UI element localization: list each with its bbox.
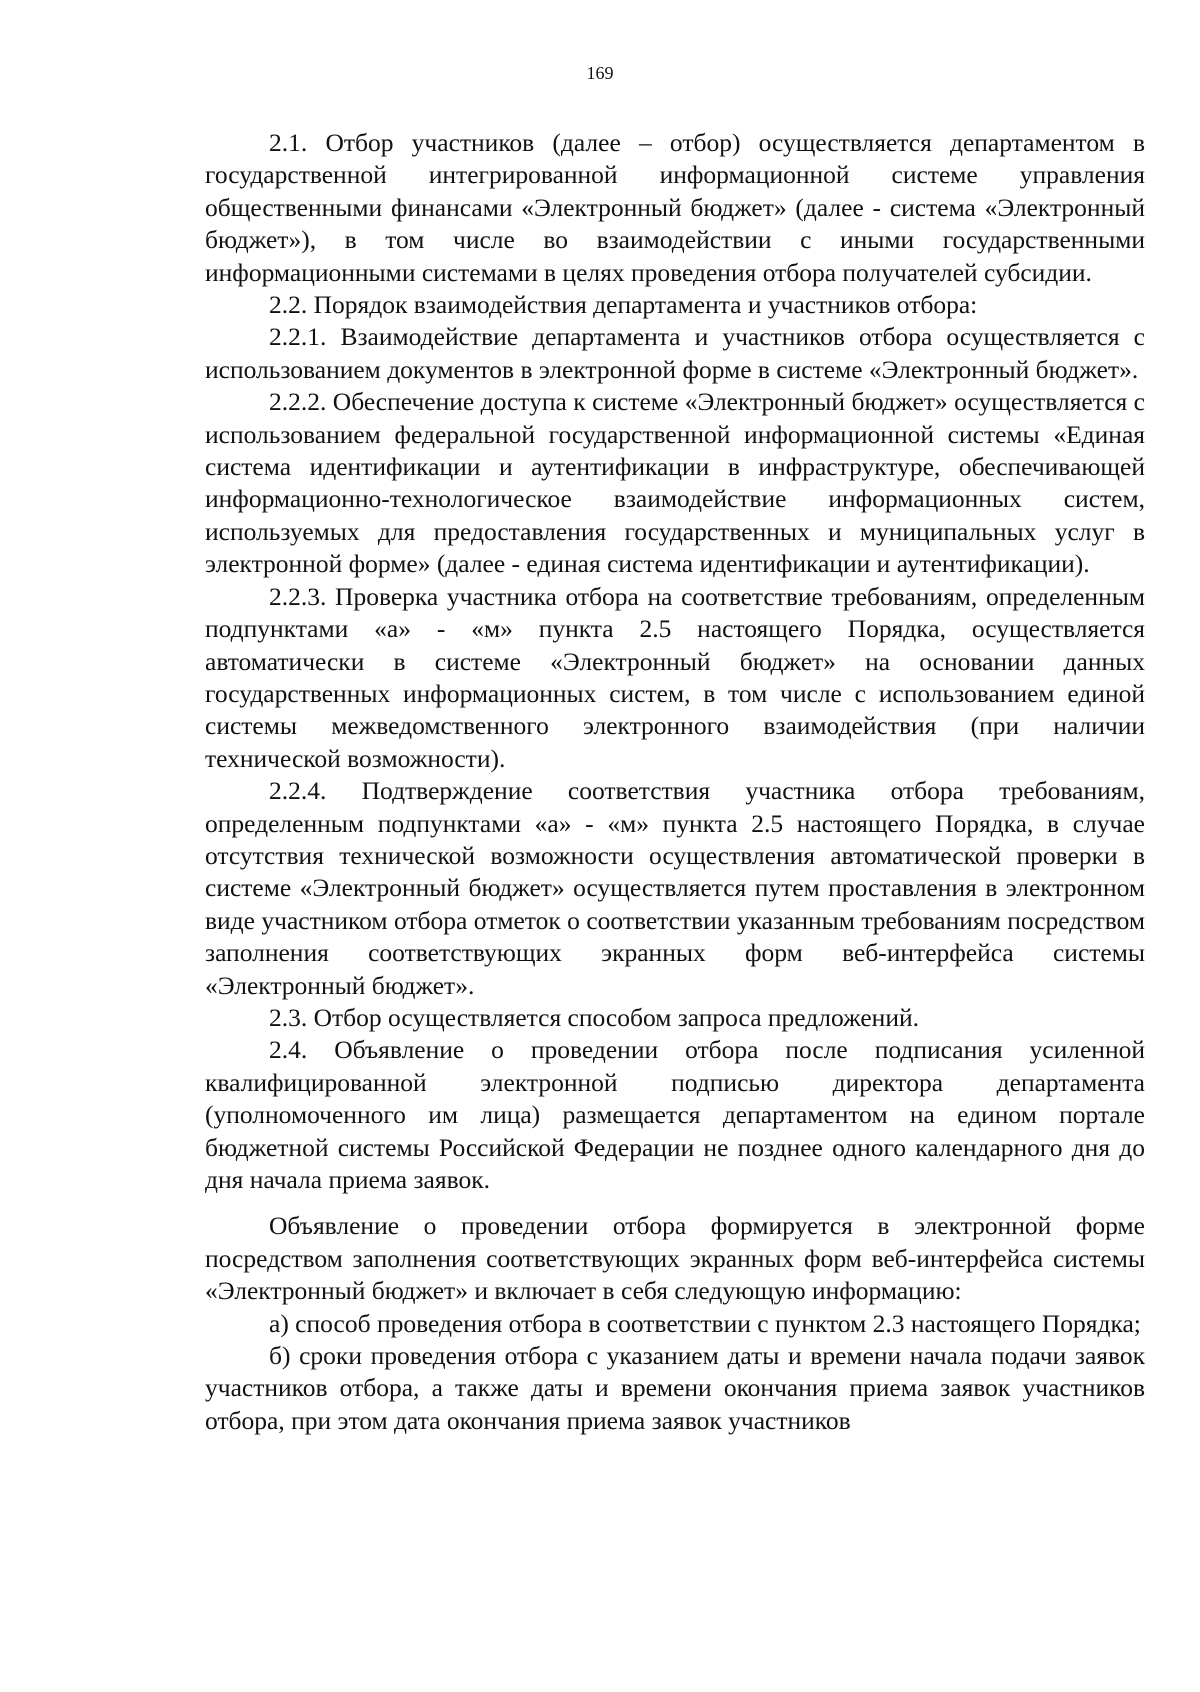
paragraph-2-1: 2.1. Отбор участников (далее – отбор) осуществляется департаментом в государственной интегрированной информационной системе управления общественными финансами «Электронный бюджет» (далее - система «Электронный бюджет»), в том числе во взаимодействии с иными государственными информационными системами в целях проведения отбора получателей субсидии.	[205, 128, 1145, 287]
paragraph-2-2-2: 2.2.2. Обеспечение доступа к системе «Электронный бюджет» осуществляется с использованием федеральной государственной информационной системы «Единая система идентификации и аутентификации в инфраструктуре, обеспечивающей информационно-технологическое взаимодействие информационных систем, используемых для предоставления государственных и муниципальных услуг в электронной форме» (далее - единая система идентификации и аутентификации).	[205, 387, 1145, 579]
page-number: 169	[586, 63, 614, 83]
paragraph-2-2-4: 2.2.4. Подтверждение соответствия участника отбора требованиям, определенным подпунктами «а» - «м» пункта 2.5 настоящего Порядка, в случае отсутствия технической возможности осуществления автоматической проверки в системе «Электронный бюджет» осуществляется путем проставления в электронном виде участником отбора отметок о соответствии указанным требованиям посредством заполнения соответствующих экранных форм веб-интерфейса системы «Электронный бюджет».	[205, 776, 1145, 1000]
list-item-a: а) способ проведения отбора в соответствии с пунктом 2.3 настоящего Порядка;	[269, 1308, 1141, 1338]
paragraph-2-2-1: 2.2.1. Взаимодействие департамента и участников отбора осуществляется с использованием документов в электронной форме в системе «Электронный бюджет».	[205, 322, 1145, 384]
paragraph-2-2: 2.2. Порядок взаимодействия департамента и участников отбора:	[269, 290, 978, 320]
document-body	[205, 127, 1145, 1437]
paragraph-2-4: 2.4. Объявление о проведении отбора после подписания усиленной квалифицированной электронной подписью директора департамента (уполномоченного им лица) размещается департаментом на едином портале бюджетной системы Российской Федерации не позднее одного календарного дня до дня начала приема заявок.	[205, 1035, 1145, 1194]
paragraph-2-3: 2.3. Отбор осуществляется способом запроса предложений.	[269, 1002, 919, 1032]
list-item-b: б) сроки проведения отбора с указанием даты и времени начала подачи заявок участников отбора, а также даты и времени окончания приема заявок участников отбора, при этом дата окончания приема заявок участников	[205, 1341, 1145, 1435]
paragraph-2-2-3: 2.2.3. Проверка участника отбора на соответствие требованиям, определенным подпунктами «а» - «м» пункта 2.5 настоящего Порядка, осуществляется автоматически в системе «Электронный бюджет» на основании данных государственных информационных систем, в том числе с использованием единой системы межведомственного электронного взаимодействия (при наличии технической возможности).	[205, 581, 1145, 773]
paragraph-announcement: Объявление о проведении отбора формируется в электронной форме посредством заполнения соответствующих экранных форм веб-интерфейса системы «Электронный бюджет» и включает в себя следующую информацию:	[205, 1211, 1145, 1306]
